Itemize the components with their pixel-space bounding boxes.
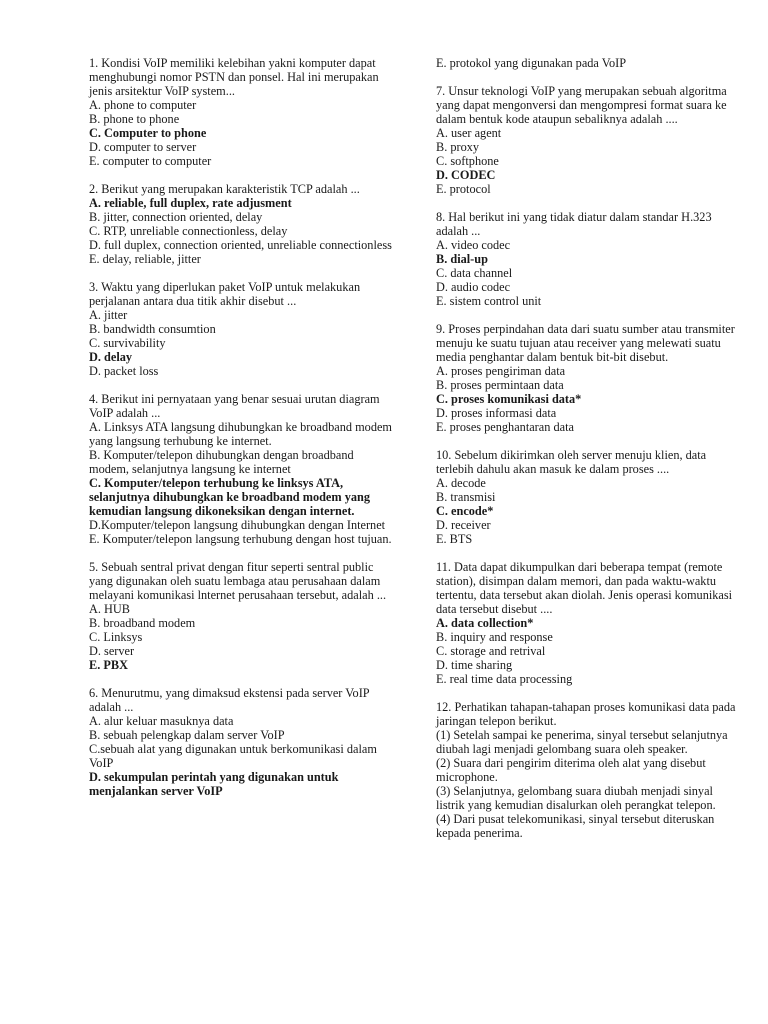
answer-option: B. dial-up bbox=[436, 252, 488, 266]
answer-option: B. bandwidth consumtion bbox=[89, 322, 216, 336]
question-stem: 1. Kondisi VoIP memiliki kelebihan yakni komputer dapat menghubungi nomor PSTN dan ponsel. Hal ini merupakan jenis arsitektur VoIP system... bbox=[89, 56, 379, 98]
answer-option: A. Linksys ATA langsung dihubungkan ke broadband modem yang langsung terhubung ke internet. bbox=[89, 420, 392, 448]
question-block bbox=[436, 84, 744, 196]
question-stem: 2. Berikut yang merupakan karakteristik TCP adalah ... bbox=[89, 182, 360, 196]
answer-option: B. broadband modem bbox=[89, 616, 196, 630]
answer-option: D. time sharing bbox=[436, 658, 513, 672]
question-block bbox=[436, 560, 744, 686]
question-stem: 11. Data dapat dikumpulkan dari beberapa tempat (remote station), disimpan dalam memori, dan pada waktu-waktu tertentu, data tersebut akan diolah. Jenis operasi komunikasi data tersebut disebut .... bbox=[436, 560, 733, 616]
answer-option: D. computer to server bbox=[89, 140, 197, 154]
question-stem: 6. Menurutmu, yang dimaksud ekstensi pada server VoIP adalah ... bbox=[89, 686, 370, 714]
answer-option: A. proses pengiriman data bbox=[436, 364, 566, 378]
answer-option: E. sistem control unit bbox=[436, 294, 542, 308]
answer-option: A. data collection* bbox=[436, 616, 534, 630]
question-stem: 3. Waktu yang diperlukan paket VoIP untuk melakukan perjalanan antara dua titik akhir disebut ... bbox=[89, 280, 361, 308]
question-stem: 12. Perhatikan tahapan-tahapan proses komunikasi data pada jaringan telepon berikut. bbox=[436, 700, 736, 728]
question-block bbox=[436, 322, 744, 434]
answer-option: B. inquiry and response bbox=[436, 630, 553, 644]
question-block bbox=[89, 392, 393, 546]
answer-option: E. Komputer/telepon langsung terhubung dengan host tujuan. bbox=[89, 532, 392, 546]
answer-option: D. sekumpulan perintah yang digunakan untuk menjalankan server VoIP bbox=[89, 770, 339, 798]
question-stem: 7. Unsur teknologi VoIP yang merupakan sebuah algoritma yang dapat mengonversi dan mengompresi format suara ke dalam bentuk kode ataupun sebaliknya adalah .... bbox=[436, 84, 727, 126]
question-stem: 4. Berikut ini pernyataan yang benar sesuai urutan diagram VoIP adalah ... bbox=[89, 392, 380, 420]
answer-option: A. decode bbox=[436, 476, 486, 490]
answer-option: D. audio codec bbox=[436, 280, 511, 294]
answer-option: D. server bbox=[89, 644, 135, 658]
answer-option: D. receiver bbox=[436, 518, 491, 532]
answer-option: C. data channel bbox=[436, 266, 513, 280]
answer-option: B. proxy bbox=[436, 140, 480, 154]
left-column bbox=[89, 56, 393, 812]
answer-option: C. RTP, unreliable connectionless, delay bbox=[89, 224, 288, 238]
answer-option: E. protocol bbox=[436, 182, 491, 196]
answer-option: C.sebuah alat yang digunakan untuk berkomunikasi dalam VoIP bbox=[89, 742, 377, 770]
question-block bbox=[89, 686, 393, 798]
answer-option: B. phone to phone bbox=[89, 112, 180, 126]
answer-option: A. alur keluar masuknya data bbox=[89, 714, 234, 728]
question-stem: 9. Proses perpindahan data dari suatu sumber atau transmiter menuju ke suatu tujuan atau receiver yang melewati suatu media penghantar dalam bentuk bit-bit disebut. bbox=[436, 322, 735, 364]
answer-option: E. protokol yang digunakan pada VoIP bbox=[436, 56, 627, 70]
question-block bbox=[436, 448, 744, 546]
question-block bbox=[89, 56, 393, 168]
question-block bbox=[89, 280, 393, 378]
answer-option: B. jitter, connection oriented, delay bbox=[89, 210, 263, 224]
answer-option: C. encode* bbox=[436, 504, 494, 518]
question-stem: 10. Sebelum dikirimkan oleh server menuju klien, data terlebih dahulu akan masuk ke dalam proses .... bbox=[436, 448, 707, 476]
answer-option: A. video codec bbox=[436, 238, 511, 252]
answer-option: D. packet loss bbox=[89, 364, 159, 378]
question-block bbox=[436, 56, 744, 70]
answer-option: D.Komputer/telepon langsung dihubungkan dengan Internet bbox=[89, 518, 386, 532]
question-block bbox=[89, 560, 393, 672]
answer-option: D. full duplex, connection oriented, unreliable connectionless bbox=[89, 238, 392, 252]
answer-option: (1) Setelah sampai ke penerima, sinyal tersebut selanjutnya diubah lagi menjadi gelombang suara oleh speaker. bbox=[436, 728, 728, 756]
answer-option: (4) Dari pusat telekomunikasi, sinyal tersebut diteruskan kepada penerima. bbox=[436, 812, 715, 840]
answer-option: A. jitter bbox=[89, 308, 128, 322]
answer-option: E. proses penghantaran data bbox=[436, 420, 574, 434]
answer-option: A. user agent bbox=[436, 126, 502, 140]
answer-option: B. proses permintaan data bbox=[436, 378, 564, 392]
answer-option: C. softphone bbox=[436, 154, 499, 168]
answer-option: C. proses komunikasi data* bbox=[436, 392, 582, 406]
answer-option: B. sebuah pelengkap dalam server VoIP bbox=[89, 728, 285, 742]
answer-option: E. BTS bbox=[436, 532, 473, 546]
answer-option: D. delay bbox=[89, 350, 133, 364]
question-stem: 5. Sebuah sentral privat dengan fitur seperti sentral public yang digunakan oleh suatu lembaga atau perusahaan dalam melayani komunikasi lnternet perusahaan tersebut, adalah ... bbox=[89, 560, 387, 602]
answer-option: C. Computer to phone bbox=[89, 126, 207, 140]
answer-option: C. survivability bbox=[89, 336, 166, 350]
right-column bbox=[436, 56, 744, 854]
answer-option: E. real time data processing bbox=[436, 672, 573, 686]
answer-option: A. HUB bbox=[89, 602, 130, 616]
question-block bbox=[436, 210, 744, 308]
answer-option: A. reliable, full duplex, rate adjusment bbox=[89, 196, 292, 210]
answer-option: D. proses informasi data bbox=[436, 406, 557, 420]
answer-option: C. storage and retrival bbox=[436, 644, 546, 658]
answer-option: (3) Selanjutnya, gelombang suara diubah menjadi sinyal listrik yang kemudian disalurkan oleh perangkat telepon. bbox=[436, 784, 716, 812]
answer-option: C. Komputer/telepon terhubung ke linksys ATA, selanjutnya dihubungkan ke broadband modem yang kemudian langsung dikoneksikan dengan internet. bbox=[89, 476, 370, 518]
answer-option: B. Komputer/telepon dihubungkan dengan broadband modem, selanjutnya langsung ke internet bbox=[89, 448, 354, 476]
answer-option: D. CODEC bbox=[436, 168, 496, 182]
answer-option: A. phone to computer bbox=[89, 98, 197, 112]
answer-option: E. PBX bbox=[89, 658, 128, 672]
answer-option: E. computer to computer bbox=[89, 154, 212, 168]
question-stem: 8. Hal berikut ini yang tidak diatur dalam standar H.323 adalah ... bbox=[436, 210, 712, 238]
question-block bbox=[436, 700, 744, 840]
answer-option: B. transmisi bbox=[436, 490, 496, 504]
question-block bbox=[89, 182, 393, 266]
answer-option: E. delay, reliable, jitter bbox=[89, 252, 201, 266]
answer-option: (2) Suara dari pengirim diterima oleh alat yang disebut microphone. bbox=[436, 756, 706, 784]
answer-option: C. Linksys bbox=[89, 630, 143, 644]
